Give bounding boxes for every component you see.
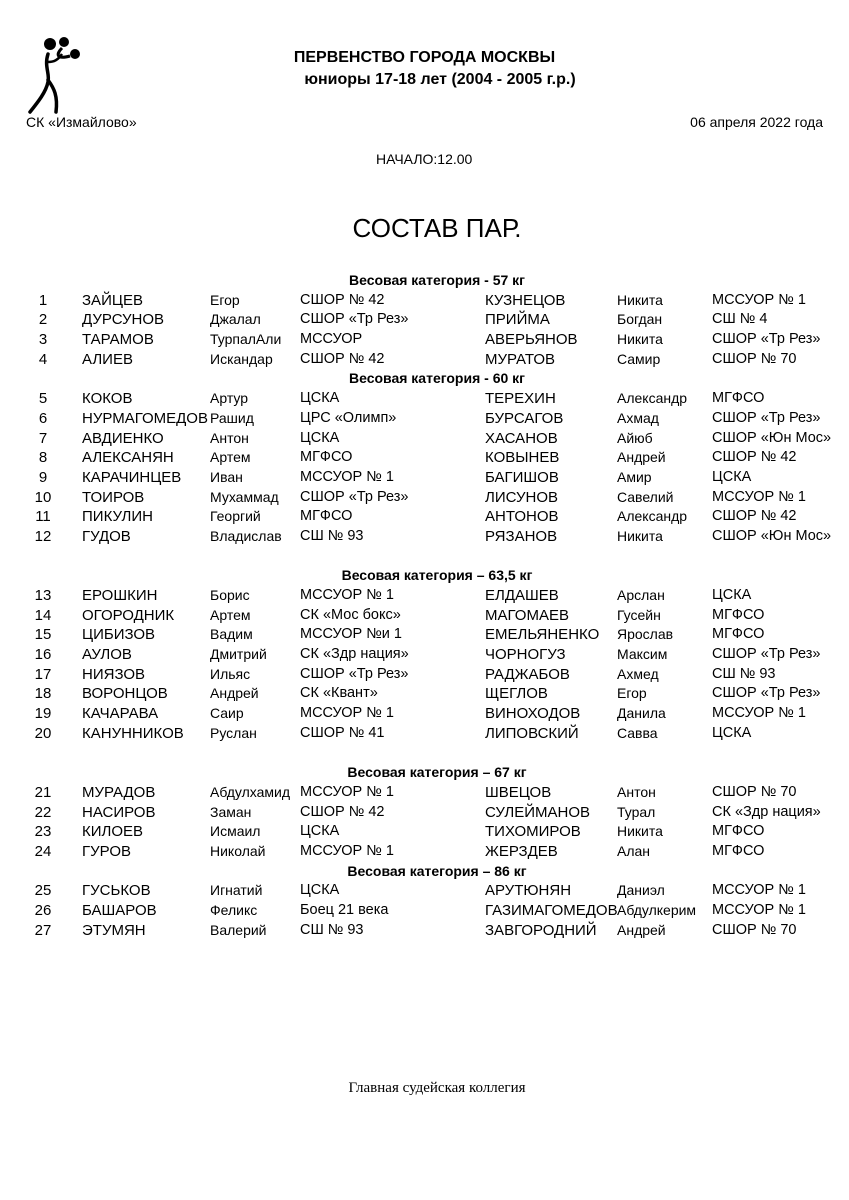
boxer2-first-name: Данила bbox=[617, 705, 666, 722]
boxer1-first-name: Андрей bbox=[210, 685, 259, 702]
boxer1-last-name: НИЯЗОВ bbox=[82, 665, 146, 683]
pair-number: 24 bbox=[34, 842, 52, 860]
boxer1-first-name: Вадим bbox=[210, 626, 253, 643]
boxer1-club: Боец 21 века bbox=[300, 902, 389, 918]
pair-row bbox=[0, 606, 849, 626]
boxer1-first-name: ТурпалАли bbox=[210, 331, 282, 348]
pair-number: 15 bbox=[34, 626, 52, 644]
pair-row bbox=[0, 684, 849, 704]
pair-row bbox=[0, 704, 849, 724]
pair-number: 25 bbox=[34, 882, 52, 900]
boxer1-first-name: Игнатий bbox=[210, 882, 263, 899]
boxer1-last-name: ГУДОВ bbox=[82, 527, 131, 545]
boxer2-first-name: Савелий bbox=[617, 488, 674, 505]
boxer1-first-name: Артур bbox=[210, 390, 249, 407]
boxer1-last-name: ЗАЙЦЕВ bbox=[82, 291, 143, 309]
pair-row bbox=[0, 665, 849, 685]
boxer2-first-name: Савва bbox=[617, 724, 658, 741]
boxer1-club: МССУОР № 1 bbox=[300, 842, 394, 859]
pair-number: 21 bbox=[34, 783, 52, 801]
pair-row bbox=[0, 350, 849, 370]
boxer2-club: СШОР № 70 bbox=[712, 921, 797, 938]
boxer2-last-name: БАГИШОВ bbox=[485, 468, 559, 486]
boxer1-last-name: ДУРСУНОВ bbox=[82, 311, 165, 329]
boxer1-club: МССУОР № 1 bbox=[300, 468, 394, 485]
pair-row bbox=[0, 330, 849, 350]
boxer2-last-name: ПРИЙМА bbox=[485, 311, 550, 329]
boxer1-club: МГФСО bbox=[300, 508, 353, 525]
boxer1-first-name: Иван bbox=[210, 468, 243, 485]
boxer2-last-name: МУРАТОВ bbox=[485, 350, 556, 368]
boxer2-first-name: Антон bbox=[617, 783, 656, 800]
pair-row bbox=[0, 921, 849, 941]
boxer1-first-name: Ильяс bbox=[210, 665, 251, 682]
boxer2-club: СШОР № 42 bbox=[712, 508, 797, 525]
boxer1-first-name: Джалал bbox=[210, 311, 261, 328]
boxer1-first-name: Дмитрий bbox=[210, 646, 267, 663]
boxer2-last-name: ХАСАНОВ bbox=[485, 429, 558, 447]
boxer2-last-name: КОВЫНЕВ bbox=[485, 449, 560, 467]
boxer2-last-name: РАДЖАБОВ bbox=[485, 665, 570, 683]
boxer1-last-name: КИЛОЕВ bbox=[82, 823, 144, 841]
pair-number: 10 bbox=[34, 488, 52, 506]
pair-row bbox=[0, 901, 849, 921]
boxer1-last-name: АВДИЕНКО bbox=[82, 429, 164, 447]
boxer1-club: МССУОР № 1 bbox=[300, 705, 394, 722]
boxer2-club: МГФСО bbox=[712, 823, 765, 840]
pair-row bbox=[0, 881, 849, 901]
pair-number: 18 bbox=[34, 685, 52, 703]
boxer1-first-name: Рашид bbox=[210, 409, 254, 426]
boxer1-first-name: Саир bbox=[210, 705, 244, 722]
pair-number: 6 bbox=[38, 409, 48, 427]
boxer1-first-name: Егор bbox=[210, 291, 240, 308]
boxer1-club: ЦСКА bbox=[300, 390, 340, 407]
pair-number: 9 bbox=[38, 468, 48, 486]
boxer1-club: МГФСО bbox=[300, 449, 353, 466]
boxer2-club: СШОР «Тр Рез» bbox=[712, 331, 821, 348]
pair-number: 17 bbox=[34, 665, 52, 683]
boxer1-last-name: ЭТУМЯН bbox=[82, 921, 146, 939]
boxer2-last-name: ЗАВГОРОДНИЙ bbox=[485, 921, 597, 939]
boxer2-last-name: ВИНОХОДОВ bbox=[485, 705, 581, 723]
boxer1-last-name: ТАРАМОВ bbox=[82, 331, 154, 349]
boxer2-first-name: Амир bbox=[617, 468, 652, 485]
boxer2-first-name: Александр bbox=[617, 508, 688, 525]
pair-row bbox=[0, 409, 849, 429]
boxer1-club: МССУОР № 1 bbox=[300, 587, 394, 603]
boxer2-last-name: ГАЗИМАГОМЕДОВ bbox=[485, 902, 618, 919]
boxer2-first-name: Егор bbox=[617, 685, 647, 702]
boxer1-first-name: Валерий bbox=[210, 921, 267, 938]
page-title: ПЕРВЕНСТВО ГОРОДА МОСКВЫ bbox=[293, 49, 556, 66]
boxer2-last-name: ЕЛДАШЕВ bbox=[485, 587, 559, 604]
boxer2-first-name: Даниэл bbox=[617, 882, 665, 899]
boxer1-last-name: АЛИЕВ bbox=[82, 350, 133, 368]
boxer2-first-name: Максим bbox=[617, 646, 668, 663]
section-heading: СОСТАВ ПАР. bbox=[352, 213, 522, 243]
boxer2-first-name: Ахмад bbox=[617, 409, 659, 426]
boxer2-last-name: ЧОРНОГУЗ bbox=[485, 646, 566, 664]
boxer2-first-name: Ахмед bbox=[617, 665, 659, 682]
pair-number: 5 bbox=[38, 390, 48, 408]
boxer2-first-name: Турал bbox=[617, 803, 656, 820]
boxer1-last-name: ГУСЬКОВ bbox=[82, 882, 151, 900]
boxer2-last-name: СУЛЕЙМАНОВ bbox=[485, 803, 590, 821]
pair-row bbox=[0, 310, 849, 330]
boxer2-club: МГФСО bbox=[712, 606, 765, 623]
boxer2-club: СШОР «Тр Рез» bbox=[712, 646, 821, 663]
boxer2-last-name: ТЕРЕХИН bbox=[485, 390, 556, 408]
boxer1-first-name: Георгий bbox=[210, 508, 261, 525]
pair-number: 8 bbox=[38, 449, 48, 467]
boxer2-first-name: Арслан bbox=[617, 587, 665, 603]
boxer1-club: СК «Квант» bbox=[300, 685, 378, 702]
boxer2-club: СШОР «Тр Рез» bbox=[712, 409, 821, 426]
spacer bbox=[0, 744, 849, 764]
boxer2-last-name: ЛИПОВСКИЙ bbox=[485, 724, 579, 742]
pair-number: 14 bbox=[34, 606, 52, 624]
boxer2-club: МГФСО bbox=[712, 842, 765, 859]
pair-number: 1 bbox=[38, 291, 48, 309]
weight-category-heading: Весовая категория - 60 кг bbox=[348, 370, 526, 387]
pair-number: 19 bbox=[34, 705, 52, 723]
boxer2-last-name: ЩЕГЛОВ bbox=[485, 685, 548, 703]
boxer2-first-name: Гусейн bbox=[617, 606, 661, 623]
pair-number: 27 bbox=[34, 921, 52, 939]
boxer1-club: СШОР № 41 bbox=[300, 724, 385, 741]
boxer1-last-name: ОГОРОДНИК bbox=[82, 606, 175, 624]
pair-row bbox=[0, 803, 849, 823]
pair-number: 2 bbox=[38, 311, 48, 329]
boxer2-first-name: Ярослав bbox=[617, 626, 674, 643]
boxer2-club: МССУОР № 1 bbox=[712, 705, 806, 722]
boxer1-first-name: Феликс bbox=[210, 902, 258, 918]
event-date: 06 апреля 2022 года bbox=[690, 114, 823, 130]
boxer2-club: МССУОР № 1 bbox=[712, 488, 806, 505]
boxer1-last-name: МУРАДОВ bbox=[82, 783, 156, 801]
boxer2-last-name: БУРСАГОВ bbox=[485, 409, 564, 427]
boxer2-club: СШОР № 70 bbox=[712, 350, 797, 367]
pair-row bbox=[0, 488, 849, 508]
pair-number: 4 bbox=[38, 350, 48, 368]
boxer2-club: СШ № 4 bbox=[712, 311, 768, 328]
boxer1-last-name: НАСИРОВ bbox=[82, 803, 156, 821]
pair-row bbox=[0, 586, 849, 606]
boxer1-club: СК «Мос бокс» bbox=[300, 606, 401, 623]
boxer1-club: СК «Здр нация» bbox=[300, 646, 409, 663]
boxer1-last-name: ТОИРОВ bbox=[82, 488, 145, 506]
pair-row bbox=[0, 507, 849, 527]
boxer1-last-name: КАРАЧИНЦЕВ bbox=[82, 468, 182, 486]
boxer2-club: ЦСКА bbox=[712, 468, 752, 485]
boxer1-club: СШОР «Тр Рез» bbox=[300, 311, 409, 328]
pair-row bbox=[0, 389, 849, 409]
boxer1-first-name: Абдулхамид bbox=[210, 783, 291, 800]
boxer2-club: МГФСО bbox=[712, 626, 765, 643]
boxer1-first-name: Руслан bbox=[210, 724, 257, 741]
pair-number: 3 bbox=[38, 331, 48, 349]
boxer2-last-name: ЖЕРЗДЕВ bbox=[485, 842, 558, 860]
pair-number: 7 bbox=[38, 429, 48, 447]
boxer1-last-name: ЕРОШКИН bbox=[82, 587, 158, 604]
boxer2-first-name: Андрей bbox=[617, 449, 666, 466]
boxer1-club: СШОР № 42 bbox=[300, 803, 385, 820]
boxer1-club: ЦСКА bbox=[300, 429, 340, 446]
footer-signature: Главная судейская коллегия bbox=[348, 1080, 526, 1096]
pair-row bbox=[0, 783, 849, 803]
pairs-table bbox=[0, 271, 849, 940]
boxer1-club: ЦРС «Олимп» bbox=[300, 409, 397, 426]
boxer2-club: МССУОР № 1 bbox=[712, 291, 806, 308]
boxer1-club: МССУОР № 1 bbox=[300, 783, 394, 800]
spacer bbox=[0, 547, 849, 567]
boxer1-last-name: АЛЕКСАНЯН bbox=[82, 449, 174, 467]
pair-row bbox=[0, 645, 849, 665]
boxer2-club: ЦСКА bbox=[712, 587, 752, 603]
boxer1-first-name: Исмаил bbox=[210, 823, 261, 840]
boxer2-last-name: МАГОМАЕВ bbox=[485, 606, 569, 624]
boxer2-first-name: Никита bbox=[617, 823, 663, 840]
boxer1-first-name: Владислав bbox=[210, 527, 282, 544]
pair-number: 16 bbox=[34, 646, 52, 664]
boxer2-first-name: Абдулкерим bbox=[617, 902, 697, 918]
boxer2-club: СШОР «Юн Мос» bbox=[712, 527, 832, 544]
boxer1-club: СШОР «Тр Рез» bbox=[300, 665, 409, 682]
boxer1-club: СШОР № 42 bbox=[300, 291, 385, 308]
pair-row bbox=[0, 291, 849, 311]
boxer2-first-name: Самир bbox=[617, 350, 661, 367]
boxer1-club: СШ № 93 bbox=[300, 921, 364, 938]
boxer1-club: ЦСКА bbox=[300, 882, 340, 899]
page-subtitle: юниоры 17-18 лет (2004 - 2005 г.р.) bbox=[304, 71, 576, 88]
pair-number: 23 bbox=[34, 823, 52, 841]
boxer1-last-name: ПИКУЛИН bbox=[82, 508, 153, 526]
boxer2-club: МССУОР № 1 bbox=[712, 902, 806, 918]
boxer1-first-name: Искандар bbox=[210, 350, 273, 367]
weight-category-heading: Весовая категория – 86 кг bbox=[347, 862, 527, 879]
boxer1-last-name: АУЛОВ bbox=[82, 646, 132, 664]
boxer1-club: СШ № 93 bbox=[300, 527, 364, 544]
boxer1-first-name: Николай bbox=[210, 842, 266, 859]
boxer2-last-name: ЛИСУНОВ bbox=[485, 488, 558, 506]
boxer1-last-name: ЦИБИЗОВ bbox=[82, 626, 156, 644]
boxer2-last-name: АВЕРЬЯНОВ bbox=[485, 331, 578, 349]
boxer2-last-name: КУЗНЕЦОВ bbox=[485, 291, 566, 309]
boxer2-club: СШ № 93 bbox=[712, 665, 776, 682]
start-time: НАЧАЛО:12.00 bbox=[376, 151, 473, 167]
boxer1-first-name: Мухаммад bbox=[210, 488, 279, 505]
pair-row bbox=[0, 724, 849, 744]
boxer1-last-name: КАЧАРАВА bbox=[82, 705, 159, 723]
weight-category-heading: Весовая категория – 67 кг bbox=[347, 764, 527, 781]
boxer1-club: МССУОР bbox=[300, 331, 363, 348]
pair-row bbox=[0, 527, 849, 547]
boxer2-first-name: Никита bbox=[617, 291, 663, 308]
boxer1-first-name: Антон bbox=[210, 429, 249, 446]
boxer1-last-name: ГУРОВ bbox=[82, 842, 131, 860]
boxer2-last-name: ШВЕЦОВ bbox=[485, 783, 552, 801]
boxer1-first-name: Борис bbox=[210, 587, 250, 603]
boxer2-last-name: АНТОНОВ bbox=[485, 508, 559, 526]
boxer1-club: СШОР «Тр Рез» bbox=[300, 488, 409, 505]
boxer2-last-name: ТИХОМИРОВ bbox=[485, 823, 581, 841]
boxer2-first-name: Айюб bbox=[617, 429, 653, 446]
boxer2-last-name: РЯЗАНОВ bbox=[485, 527, 558, 545]
boxer2-club: СК «Здр нация» bbox=[712, 803, 821, 820]
boxer1-first-name: Артем bbox=[210, 606, 251, 623]
pair-row bbox=[0, 822, 849, 842]
boxer2-first-name: Андрей bbox=[617, 921, 666, 938]
weight-category-heading: Весовая категория – 63,5 кг bbox=[341, 567, 533, 584]
pair-row bbox=[0, 468, 849, 488]
pair-row bbox=[0, 842, 849, 862]
boxer1-last-name: БАШАРОВ bbox=[82, 902, 157, 919]
boxer2-first-name: Никита bbox=[617, 331, 663, 348]
venue-club: СК «Измайлово» bbox=[26, 114, 137, 130]
boxer1-club: ЦСКА bbox=[300, 823, 340, 840]
boxer2-last-name: ЕМЕЛЬЯНЕНКО bbox=[485, 626, 600, 644]
pair-number: 11 bbox=[35, 508, 51, 526]
boxer2-first-name: Алан bbox=[617, 842, 651, 859]
pair-number: 12 bbox=[34, 527, 52, 545]
boxer2-first-name: Никита bbox=[617, 527, 663, 544]
boxer2-club: СШОР № 42 bbox=[712, 449, 797, 466]
boxer1-last-name: КОКОВ bbox=[82, 390, 133, 408]
boxer2-last-name: АРУТЮНЯН bbox=[485, 882, 572, 900]
boxer1-first-name: Заман bbox=[210, 803, 252, 820]
pair-number: 13 bbox=[34, 587, 52, 604]
boxer2-club: ЦСКА bbox=[712, 724, 752, 741]
boxer1-first-name: Артем bbox=[210, 449, 251, 466]
boxer1-last-name: ВОРОНЦОВ bbox=[82, 685, 168, 703]
boxer1-last-name: КАНУННИКОВ bbox=[82, 724, 184, 742]
pair-row bbox=[0, 429, 849, 449]
boxer2-club: МГФСО bbox=[712, 390, 765, 407]
pair-row bbox=[0, 625, 849, 645]
weight-category-heading: Весовая категория - 57 кг bbox=[348, 272, 526, 288]
boxer2-club: СШОР № 70 bbox=[712, 783, 797, 800]
pair-row bbox=[0, 448, 849, 468]
boxer2-club: МССУОР № 1 bbox=[712, 882, 806, 899]
pair-number: 20 bbox=[34, 724, 52, 742]
boxer2-club: СШОР «Юн Мос» bbox=[712, 429, 832, 446]
boxer2-club: СШОР «Тр Рез» bbox=[712, 685, 821, 702]
boxer1-last-name: НУРМАГОМЕДОВ bbox=[82, 409, 208, 427]
boxer2-first-name: Александр bbox=[617, 390, 688, 407]
pair-number: 22 bbox=[34, 803, 52, 821]
boxer2-first-name: Богдан bbox=[617, 311, 663, 328]
boxer1-club: МССУОР №и 1 bbox=[300, 626, 402, 643]
pair-number: 26 bbox=[34, 902, 52, 919]
boxer1-club: СШОР № 42 bbox=[300, 350, 385, 367]
